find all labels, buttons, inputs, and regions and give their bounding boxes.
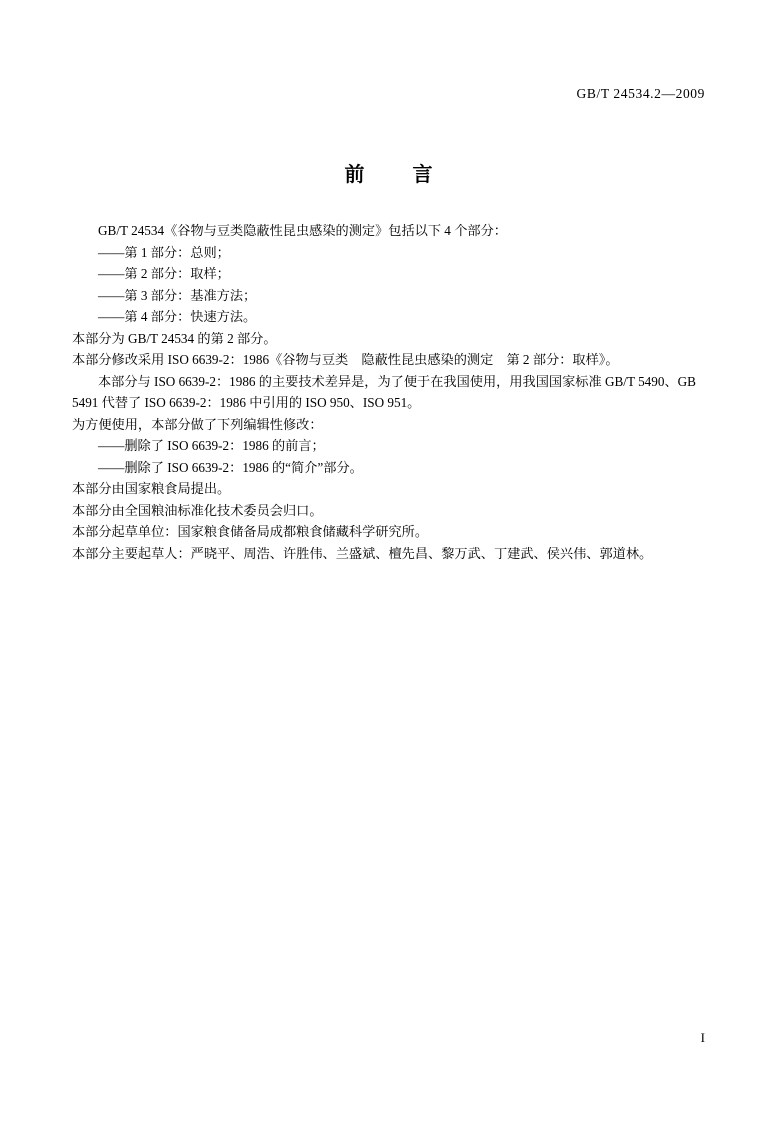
foreword-paragraph: ——删除了 ISO 6639-2：1986 的“简介”部分。 [98, 459, 363, 475]
standard-number-header: GB/T 24534.2—2009 [576, 86, 705, 101]
foreword-paragraph: 本部分由全国粮油标准化技术委员会归口。 [72, 502, 323, 518]
foreword-paragraph: ——删除了 ISO 6639-2：1986 的前言； [98, 438, 325, 453]
foreword-paragraph: 本部分修改采用 ISO 6639-2：1986《谷物与豆类 隐蔽性昆虫感染的测定 第 2 部分：取样》。 [72, 352, 619, 367]
foreword-paragraph: 本部分起草单位：国家粮食储备局成都粮食储藏科学研究所。 [72, 524, 429, 539]
foreword-paragraph: ——第 1 部分：总则； [98, 244, 230, 260]
foreword-paragraph: 本部分主要起草人：严晓平、周浩、许胜伟、兰盛斌、檀先昌、黎万武、丁建武、侯兴伟、郭道林。 [72, 545, 653, 561]
foreword-paragraph: ——第 3 部分：基准方法； [98, 287, 257, 303]
foreword-paragraph: 为方便使用，本部分做了下列编辑性修改： [72, 416, 323, 432]
page-number: I [700, 1030, 705, 1045]
foreword-paragraph: ——第 4 部分：快速方法。 [98, 309, 257, 324]
foreword-body [72, 220, 706, 564]
foreword-paragraph: GB/T 24534《谷物与豆类隐蔽性昆虫感染的测定》包括以下 4 个部分： [98, 223, 507, 238]
foreword-paragraph: ——第 2 部分：取样； [98, 266, 230, 281]
foreword-paragraph: 本部分为 GB/T 24534 的第 2 部分。 [72, 330, 277, 346]
foreword-paragraph: 本部分由国家粮食局提出。 [72, 481, 231, 496]
foreword-paragraph: 本部分与 ISO 6639-2：1986 的主要技术差异是，为了便于在我国使用，用我国国家标准 GB/T 5490、GB 5491 代替了 ISO 6639-2：1986 中引用的 ISO 950、ISO 951。 [72, 373, 696, 410]
page-title: 前 言 [344, 162, 447, 186]
